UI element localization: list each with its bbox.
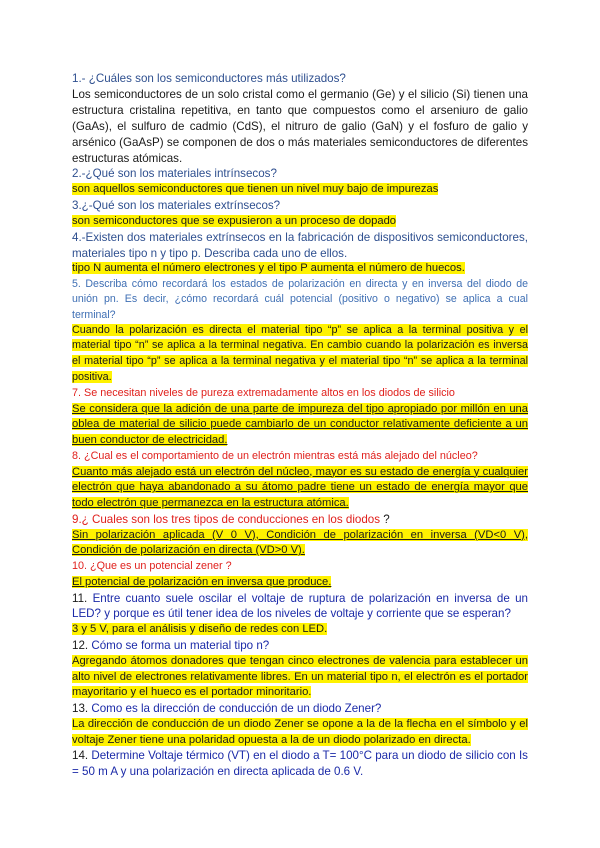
question-11 [72, 591, 528, 623]
answer-12: Agregando átomos donadores que tengan cinco electrones de valencia para establecer un alto nivel de electrones relativamente libres. En un material tipo n, el electrón es el portador mayoritario y el hueco es el portador minoritario. [72, 654, 528, 699]
question-9-text: 9.¿ Cuales son los tres tipos de conducciones en los diodos [72, 512, 381, 526]
question-5: 5. Describa cómo recordará los estados de polarización en directa y en inversa del diodo de unión pn. Es decir, ¿cómo recordará cuál potencial (positivo o negativo) se aplica a cual terminal? [72, 278, 528, 321]
question-9 [72, 512, 528, 528]
question-2: 2.-¿Qué son los materiales intrínsecos? [72, 167, 277, 181]
answer-3: son semiconductores que se expusieron a un proceso de dopado [72, 214, 397, 227]
answer-11: 3 y 5 V, para el análisis y diseño de redes con LED. [72, 623, 328, 636]
question-14 [72, 748, 528, 780]
question-13-number: 13. [72, 702, 89, 716]
answer-5: Cuando la polarización es directa el material tipo “p” se aplica a la terminal positiva y el material tipo “n” se aplica a la terminal negativa. En cambio cuando la polarización es inversa el material tipo “p” se aplica a la terminal negativa y el material tipo “n” se aplica a la terminal positiva. [72, 323, 528, 383]
question-11-number: 11. [72, 591, 88, 605]
question-12 [72, 638, 528, 654]
question-13 [72, 701, 528, 717]
document-content [72, 71, 528, 780]
question-9-mark: ? [383, 512, 390, 526]
answer-9: Sin polarización aplicada (V 0 V), Condición de polarización en inversa (VD<0 V), Condición de polarización en directa (VD>0 V). [72, 528, 528, 557]
answer-7: Se considera que la adición de una parte de impureza del tipo apropiado por millón en una oblea de material de silicio puede cambiarlo de un conductor relativamente deficiente a un buen conductor de electricidad. [72, 402, 528, 446]
question-13-text: Como es la dirección de conducción de un diodo Zener? [91, 702, 382, 716]
question-14-number: 14. [72, 749, 89, 763]
answer-13: La dirección de conducción de un diodo Zener se opone a la de la flecha en el símbolo y el voltaje Zener tiene una polaridad opuesta a la de un diodo polarizado en directa. [72, 717, 528, 746]
question-3: 3.¿-Qué son los materiales extrínsecos? [72, 199, 281, 213]
answer-10: El potencial de polarización en inversa que produce. [72, 575, 332, 588]
question-11-text: Entre cuanto suele oscilar el voltaje de ruptura de polarización en inversa de un LED? y porque es útil tener idea de los niveles de voltaje y corriente que se esperan? [72, 591, 528, 621]
question-10: 10. ¿Que es un potencial zener ? [72, 559, 232, 572]
answer-4: tipo N aumenta el número electrones y el tipo P aumenta el número de huecos. [72, 262, 465, 275]
question-1: 1.- ¿Cuáles son los semiconductores más utilizados? [72, 72, 346, 85]
answer-1: Los semiconductores de un solo cristal como el germanio (Ge) y el silicio (Si) tienen una estructura cristalina repetitiva, en tanto que compuestos como el arseniuro de galio (GaAs), el sulfuro de cadmio (CdS), el nitruro de galio (GaN) y el fosfuro de galio y arsénico (GaAsP) se componen de dos o más materiales semiconductores de diferentes estructuras atómicas. [72, 87, 528, 165]
answer-8: Cuanto más alejado está un electrón del núcleo, mayor es su estado de energía y cualquier electrón que haya abandonado a su átomo padre tiene un estado de energía mayor que todo electrón que permanezca en la estructura atómica. [72, 465, 528, 509]
question-12-text: Cómo se forma un material tipo n? [91, 639, 270, 653]
question-8: 8. ¿Cual es el comportamiento de un electrón mientras está más alejado del núcleo? [72, 449, 478, 462]
question-14-text: Determine Voltaje térmico (VT) en el diodo a T= 100°C para un diodo de silicio con Is = 50 m A y una polarización en directa aplicada de 0.6 V. [72, 749, 528, 779]
question-7: 7. Se necesitan niveles de pureza extremadamente altos en los diodos de silicio [72, 386, 455, 399]
question-12-number: 12. [72, 639, 89, 653]
answer-2: son aquellos semiconductores que tienen un nivel muy bajo de impurezas [72, 183, 439, 196]
question-4: 4.-Existen dos materiales extrínsecos en la fabricación de dispositivos semiconductores, materiales tipo n y tipo p. Describa cada uno de ellos. [72, 230, 528, 260]
